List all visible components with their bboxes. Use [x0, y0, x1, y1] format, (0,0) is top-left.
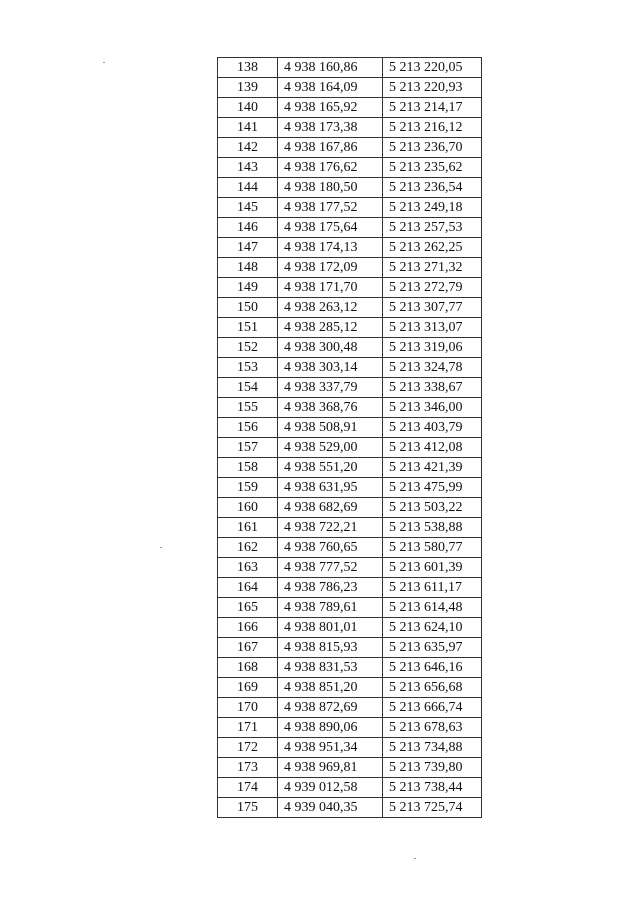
y-coordinate-cell: 5 213 262,25	[383, 238, 482, 258]
point-number-cell: 173	[218, 758, 278, 778]
y-coordinate-cell: 5 213 346,00	[383, 398, 482, 418]
y-coordinate-cell: 5 213 624,10	[383, 618, 482, 638]
y-coordinate-cell: 5 213 271,32	[383, 258, 482, 278]
table-row	[218, 158, 482, 178]
x-coordinate-cell: 4 938 160,86	[278, 58, 383, 78]
point-number-cell: 170	[218, 698, 278, 718]
x-coordinate-cell: 4 938 831,53	[278, 658, 383, 678]
scan-speck	[103, 62, 105, 63]
table-row	[218, 518, 482, 538]
point-number-cell: 156	[218, 418, 278, 438]
x-coordinate-cell: 4 938 969,81	[278, 758, 383, 778]
table-row	[218, 278, 482, 298]
point-number-cell: 157	[218, 438, 278, 458]
x-coordinate-cell: 4 938 890,06	[278, 718, 383, 738]
point-number-cell: 166	[218, 618, 278, 638]
y-coordinate-cell: 5 213 421,39	[383, 458, 482, 478]
point-number-cell: 159	[218, 478, 278, 498]
table-row	[218, 98, 482, 118]
x-coordinate-cell: 4 938 789,61	[278, 598, 383, 618]
point-number-cell: 142	[218, 138, 278, 158]
scan-speck	[414, 858, 416, 859]
point-number-cell: 169	[218, 678, 278, 698]
x-coordinate-cell: 4 938 176,62	[278, 158, 383, 178]
table-row	[218, 598, 482, 618]
table-row	[218, 78, 482, 98]
point-number-cell: 146	[218, 218, 278, 238]
y-coordinate-cell: 5 213 319,06	[383, 338, 482, 358]
x-coordinate-cell: 4 938 164,09	[278, 78, 383, 98]
y-coordinate-cell: 5 213 734,88	[383, 738, 482, 758]
y-coordinate-cell: 5 213 272,79	[383, 278, 482, 298]
table-row	[218, 638, 482, 658]
table-row	[218, 798, 482, 818]
y-coordinate-cell: 5 213 324,78	[383, 358, 482, 378]
x-coordinate-cell: 4 938 172,09	[278, 258, 383, 278]
x-coordinate-cell: 4 938 174,13	[278, 238, 383, 258]
table-row	[218, 258, 482, 278]
table-row	[218, 418, 482, 438]
point-number-cell: 162	[218, 538, 278, 558]
y-coordinate-cell: 5 213 666,74	[383, 698, 482, 718]
x-coordinate-cell: 4 938 368,76	[278, 398, 383, 418]
table-row	[218, 218, 482, 238]
table-row	[218, 738, 482, 758]
y-coordinate-cell: 5 213 646,16	[383, 658, 482, 678]
y-coordinate-cell: 5 213 257,53	[383, 218, 482, 238]
y-coordinate-cell: 5 213 220,05	[383, 58, 482, 78]
y-coordinate-cell: 5 213 725,74	[383, 798, 482, 818]
point-number-cell: 167	[218, 638, 278, 658]
x-coordinate-cell: 4 938 180,50	[278, 178, 383, 198]
y-coordinate-cell: 5 213 236,70	[383, 138, 482, 158]
y-coordinate-cell: 5 213 601,39	[383, 558, 482, 578]
x-coordinate-cell: 4 938 300,48	[278, 338, 383, 358]
point-number-cell: 144	[218, 178, 278, 198]
point-number-cell: 155	[218, 398, 278, 418]
y-coordinate-cell: 5 213 635,97	[383, 638, 482, 658]
table-row	[218, 358, 482, 378]
point-number-cell: 168	[218, 658, 278, 678]
x-coordinate-cell: 4 938 815,93	[278, 638, 383, 658]
point-number-cell: 154	[218, 378, 278, 398]
y-coordinate-cell: 5 213 307,77	[383, 298, 482, 318]
x-coordinate-cell: 4 938 760,65	[278, 538, 383, 558]
x-coordinate-cell: 4 938 167,86	[278, 138, 383, 158]
y-coordinate-cell: 5 213 214,17	[383, 98, 482, 118]
point-number-cell: 158	[218, 458, 278, 478]
table-row	[218, 778, 482, 798]
point-number-cell: 139	[218, 78, 278, 98]
x-coordinate-cell: 4 939 040,35	[278, 798, 383, 818]
table-row	[218, 538, 482, 558]
table-row	[218, 478, 482, 498]
x-coordinate-cell: 4 938 285,12	[278, 318, 383, 338]
y-coordinate-cell: 5 213 412,08	[383, 438, 482, 458]
y-coordinate-cell: 5 213 220,93	[383, 78, 482, 98]
y-coordinate-cell: 5 213 249,18	[383, 198, 482, 218]
table-row	[218, 58, 482, 78]
point-number-cell: 143	[218, 158, 278, 178]
point-number-cell: 164	[218, 578, 278, 598]
y-coordinate-cell: 5 213 338,67	[383, 378, 482, 398]
table-row	[218, 498, 482, 518]
y-coordinate-cell: 5 213 475,99	[383, 478, 482, 498]
table-row	[218, 318, 482, 338]
table-row	[218, 718, 482, 738]
x-coordinate-cell: 4 938 303,14	[278, 358, 383, 378]
y-coordinate-cell: 5 213 235,62	[383, 158, 482, 178]
table-row	[218, 298, 482, 318]
table-row	[218, 398, 482, 418]
point-number-cell: 175	[218, 798, 278, 818]
y-coordinate-cell: 5 213 403,79	[383, 418, 482, 438]
x-coordinate-cell: 4 938 786,23	[278, 578, 383, 598]
y-coordinate-cell: 5 213 614,48	[383, 598, 482, 618]
x-coordinate-cell: 4 938 171,70	[278, 278, 383, 298]
y-coordinate-cell: 5 213 503,22	[383, 498, 482, 518]
x-coordinate-cell: 4 938 508,91	[278, 418, 383, 438]
table-row	[218, 378, 482, 398]
x-coordinate-cell: 4 938 337,79	[278, 378, 383, 398]
point-number-cell: 174	[218, 778, 278, 798]
x-coordinate-cell: 4 938 529,00	[278, 438, 383, 458]
x-coordinate-cell: 4 938 951,34	[278, 738, 383, 758]
x-coordinate-cell: 4 938 165,92	[278, 98, 383, 118]
point-number-cell: 165	[218, 598, 278, 618]
y-coordinate-cell: 5 213 216,12	[383, 118, 482, 138]
table-row	[218, 438, 482, 458]
x-coordinate-cell: 4 938 851,20	[278, 678, 383, 698]
scan-speck	[160, 547, 162, 548]
x-coordinate-cell: 4 938 631,95	[278, 478, 383, 498]
table-row	[218, 558, 482, 578]
point-number-cell: 152	[218, 338, 278, 358]
point-number-cell: 149	[218, 278, 278, 298]
table-row	[218, 178, 482, 198]
point-number-cell: 140	[218, 98, 278, 118]
x-coordinate-cell: 4 938 872,69	[278, 698, 383, 718]
y-coordinate-cell: 5 213 678,63	[383, 718, 482, 738]
x-coordinate-cell: 4 939 012,58	[278, 778, 383, 798]
point-number-cell: 163	[218, 558, 278, 578]
point-number-cell: 161	[218, 518, 278, 538]
table-row	[218, 618, 482, 638]
y-coordinate-cell: 5 213 611,17	[383, 578, 482, 598]
table-row	[218, 698, 482, 718]
coordinates-table-body	[218, 58, 482, 818]
y-coordinate-cell: 5 213 738,44	[383, 778, 482, 798]
x-coordinate-cell: 4 938 177,52	[278, 198, 383, 218]
point-number-cell: 148	[218, 258, 278, 278]
point-number-cell: 153	[218, 358, 278, 378]
table-row	[218, 658, 482, 678]
point-number-cell: 147	[218, 238, 278, 258]
point-number-cell: 145	[218, 198, 278, 218]
table-row	[218, 238, 482, 258]
x-coordinate-cell: 4 938 175,64	[278, 218, 383, 238]
y-coordinate-cell: 5 213 580,77	[383, 538, 482, 558]
x-coordinate-cell: 4 938 777,52	[278, 558, 383, 578]
table-row	[218, 578, 482, 598]
table-row	[218, 458, 482, 478]
point-number-cell: 160	[218, 498, 278, 518]
point-number-cell: 171	[218, 718, 278, 738]
table-row	[218, 118, 482, 138]
y-coordinate-cell: 5 213 313,07	[383, 318, 482, 338]
y-coordinate-cell: 5 213 538,88	[383, 518, 482, 538]
point-number-cell: 141	[218, 118, 278, 138]
table-row	[218, 678, 482, 698]
y-coordinate-cell: 5 213 739,80	[383, 758, 482, 778]
x-coordinate-cell: 4 938 722,21	[278, 518, 383, 538]
table-row	[218, 758, 482, 778]
point-number-cell: 150	[218, 298, 278, 318]
y-coordinate-cell: 5 213 656,68	[383, 678, 482, 698]
coordinates-table	[217, 57, 482, 818]
table-row	[218, 198, 482, 218]
x-coordinate-cell: 4 938 801,01	[278, 618, 383, 638]
x-coordinate-cell: 4 938 173,38	[278, 118, 383, 138]
point-number-cell: 151	[218, 318, 278, 338]
point-number-cell: 172	[218, 738, 278, 758]
y-coordinate-cell: 5 213 236,54	[383, 178, 482, 198]
x-coordinate-cell: 4 938 682,69	[278, 498, 383, 518]
table-row	[218, 338, 482, 358]
x-coordinate-cell: 4 938 551,20	[278, 458, 383, 478]
point-number-cell: 138	[218, 58, 278, 78]
table-row	[218, 138, 482, 158]
x-coordinate-cell: 4 938 263,12	[278, 298, 383, 318]
